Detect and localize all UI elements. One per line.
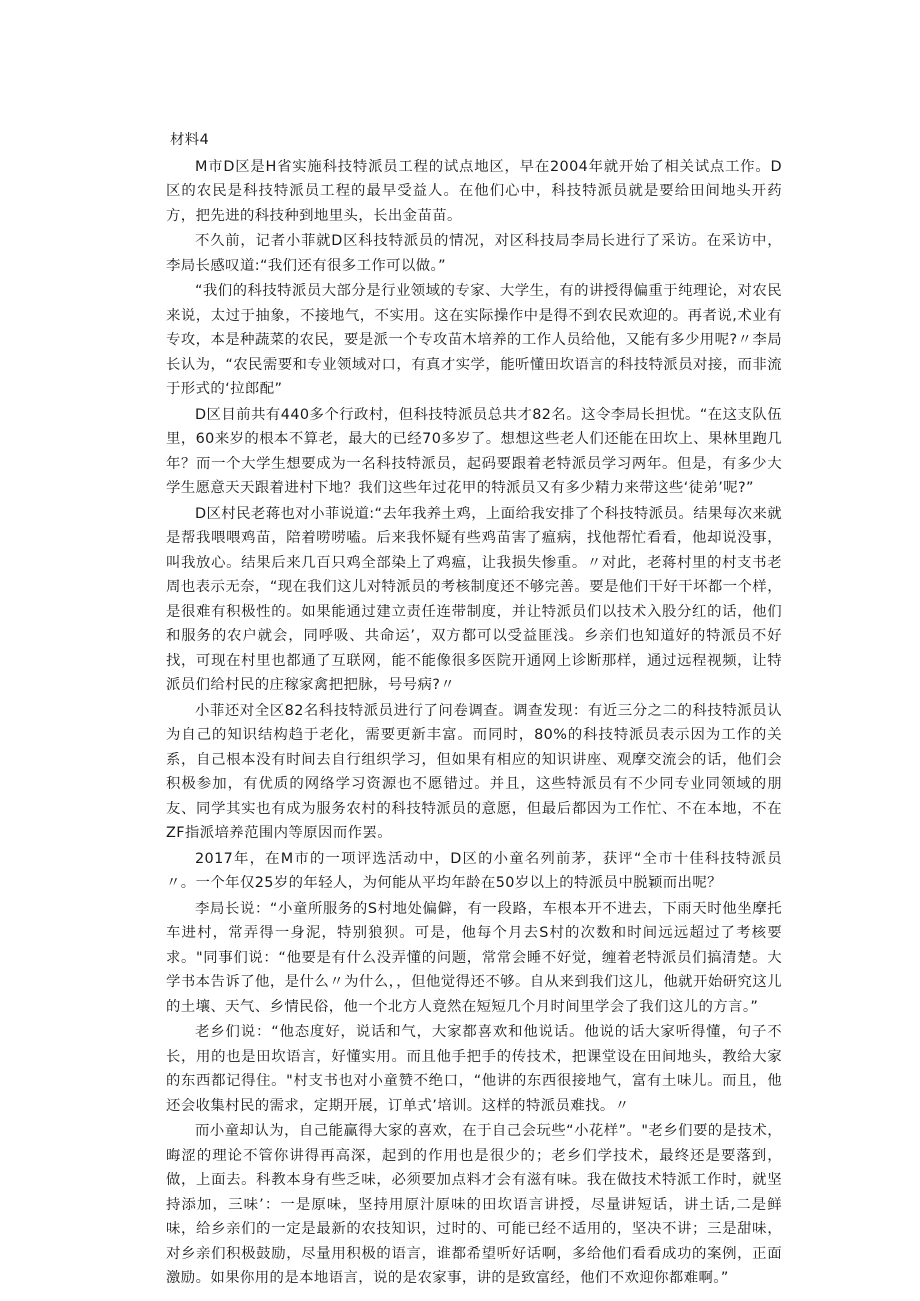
paragraph-2: 不久前，记者小菲就D区科技特派员的情况，对区科技局李局长进行了采访。在采访中，李局长感叹道:“我们还有很多工作可以做。”	[166, 233, 782, 274]
paragraph-8: 李局长说：“小童所服务的S村地处偏僻，有一段路，车根本开不进去，下雨天时他坐摩托车进村，常弄得一身泥，特别狼狈。可是，他每个月去S村的次数和时间远远超过了考核要求。"同事们说：“他要是有什么没弄懂的问题，常常会睡不好觉，缠着老特派员们搞清楚。大学书本告诉了他，是什么〃为什么，，但他觉得还不够。自从来到我们这儿，他就开始研究这儿的土壤、天气、乡情民俗，他一个北方人竟然在短短几个月时间里学会了我们这儿的方言。”	[166, 900, 782, 1015]
paragraph-10: 而小童却认为，自己能赢得大家的喜欢，在于自己会玩些“小花样”。"老乡们要的是技术，晦涩的理论不管你讲得再高深，起到的作用也是很少的；老乡们学技术，最终还是要落到，做，上面去。科教本身有些乏味，必须要加点料才会有滋有味。我在做技术特派工作时，就坚持添加，三味’：一是原味，坚持用原汁原味的田坎语言讲授，尽量讲短话，讲土话,二是鲜味，给乡亲们的一定是最新的农技知识，过时的、可能已经不适用的，坚决不讲；三是甜味，对乡亲们积极鼓励，尽量用积极的语言，谁都希望听好话啊，多给他们看看成功的案例，正面激励。如果你用的是本地语言，说的是农家事，讲的是致富经，他们不欢迎你都难啊。”	[166, 1123, 782, 1286]
document-page	[166, 128, 782, 1292]
paragraph-6: 小菲还对全区82名科技特派员进行了问卷调查。调查发现：有近三分之二的科技特派员认为自己的知识结构趋于老化，需要更新丰富。而同时，80%的科技特派员表示因为工作的关系，自己根本没有时间去自行组织学习，但如果有相应的知识讲座、观摩交流会的话，他们会积极参加，有优质的网络学习资源也不愿错过。并且，这些特派员有不少同专业同领域的朋友、同学其实也有成为服务农村的科技特派员的意愿，但最后都因为工作忙、不在本地，不在ZF指派培养范围内等原因而作罢。	[166, 702, 782, 841]
paragraph-9: 老乡们说：“他态度好，说话和气，大家都喜欢和他说话。他说的话大家听得懂，句子不长，用的也是田坎语言，好懂实用。而且他手把手的传技术，把课堂设在田间地头，教给大家的东西都记得住。"村支书也对小童赞不绝口，“他讲的东西很接地气，富有土味儿。而且，他还会收集村民的需求，定期开展，订单式’培训。这样的特派员难找。〃	[166, 1024, 782, 1114]
paragraph-1: M市D区是H省实施科技特派员工程的试点地区，早在2004年就开始了相关试点工作。D区的农民是科技特派员工程的最早受益人。在他们心中，科技特派员就是要给田间地头开药方，把先进的科技种到地里头，长出金苗苗。	[166, 158, 782, 224]
paragraph-7: 2017年，在M市的一项评选活动中，D区的小童名列前茅，获评“全市十佳科技特派员〃。一个年仅25岁的年轻人，为何能从平均年龄在50岁以上的特派员中脱颖而出呢？	[166, 850, 782, 891]
paragraph-4: D区目前共有440多个行政村，但科技特派员总共才82名。这令李局长担忧。“在这支队伍里，60来岁的根本不算老，最大的已经70多岁了。想想这些老人们还能在田坎上、果林里跑几年？而一个大学生想要成为一名科技特派员，起码要跟着老特派员学习两年。但是，有多少大学生愿意天天跟着进村下地？我们这些年过花甲的特派员又有多少精力来带这些‘徒弟’呢?”	[166, 406, 782, 496]
paragraph-5: D区村民老蒋也对小菲说道:“去年我养土鸡，上面给我安排了个科技特派员。结果每次来就是帮我喂喂鸡苗，陪着唠唠嗑。后来我怀疑有些鸡苗害了瘟病，找他帮忙看看，他却说没事，叫我放心。结果后来几百只鸡全部染上了鸡瘟，让我损失惨重。〃对此，老蒋村里的村支书老周也表示无奈，“现在我们这儿对特派员的考核制度还不够完善。要是他们干好干坏都一个样，是很难有积极性的。如果能通过建立责任连带制度，并让特派员们以技术入股分红的话，他们和服务的农户就会，同呼吸、共命运’，双方都可以受益匪浅。乡亲们也知道好的特派员不好找，可现在村里也都通了互联网，能不能像很多医院开通网上诊断那样，通过远程视频，让特派员们给村民的庄稼家禽把把脉，号号病?〃	[166, 505, 782, 693]
paragraph-3: “我们的科技特派员大部分是行业领域的专家、大学生，有的讲授得偏重于纯理论，对农民来说，太过于抽象，不接地气，不实用。这在实际操作中是得不到农民欢迎的。再者说,术业有专攻，本是种蔬菜的农民，要是派一个专攻苗木培养的工作人员给他，又能有多少用呢?〃李局长认为，“农民需要和专业领域对口，有真才实学，能听懂田坎语言的科技特派员对接，而非流于形式的‘拉郎配”	[166, 283, 782, 397]
material-title: 材料4	[170, 132, 210, 148]
